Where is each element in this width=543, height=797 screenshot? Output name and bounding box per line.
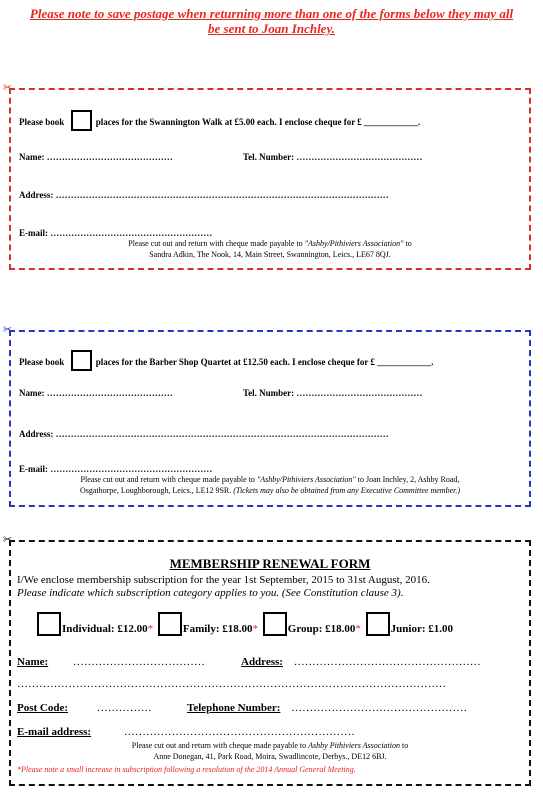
barber-address-field[interactable]: …………………………………………………………………………………………………	[55, 429, 389, 439]
membership-address-field[interactable]: ……………………………………………	[293, 656, 481, 668]
barber-email-field[interactable]: ………………………………………………	[50, 464, 213, 474]
membership-title: MEMBERSHIP RENEWAL FORM	[169, 556, 371, 571]
postcode-field[interactable]: ……………	[96, 702, 152, 714]
membership-return-text: Please cut out and return with cheque made payable to	[131, 741, 307, 750]
barber-return-address: Osgathorpe, Loughborough, Leics., LE12 9SR.	[79, 486, 232, 495]
scissors-icon: ✂	[3, 533, 13, 546]
membership-name-line	[17, 656, 205, 668]
membership-postcode-line	[17, 702, 152, 714]
membership-renewal-form	[3, 533, 531, 786]
walk-return-instructions	[11, 238, 529, 260]
group-label: Group: £18.00	[287, 623, 356, 635]
membership-return-instructions	[11, 740, 529, 762]
membership-return-address: Anne Donegan, 41, Park Road, Moira, Swadlincote, Derbys., DE12 6BJ.	[153, 752, 387, 761]
telephone-label: Telephone Number:	[187, 702, 281, 714]
group-star: *	[355, 623, 361, 635]
subscription-categories	[37, 612, 455, 636]
membership-name-label: Name:	[17, 656, 49, 668]
individual-checkbox[interactable]	[37, 612, 61, 636]
walk-email-line	[19, 228, 212, 238]
membership-email-label: E-mail address:	[17, 726, 92, 738]
category-group	[263, 623, 364, 635]
barber-tel-field[interactable]: ……………………………………	[296, 388, 423, 398]
membership-address-continued[interactable]: ………………………………………………………………………………………………………	[17, 678, 446, 690]
walk-name-line	[19, 152, 173, 162]
barber-tel-line	[243, 388, 422, 398]
swannington-walk-form	[3, 81, 531, 270]
family-star: *	[252, 623, 259, 635]
membership-address-line	[241, 656, 481, 668]
postcode-label: Post Code:	[17, 702, 69, 714]
walk-name-field[interactable]: ……………………………………	[46, 152, 173, 162]
barber-email-line	[19, 464, 212, 474]
barber-tel-label: Tel. Number:	[243, 388, 295, 398]
membership-instruction: Please indicate which subscription category applies to you. (See Constitution clause 3).	[17, 587, 404, 599]
category-family	[158, 623, 261, 635]
barber-payee: "Ashby/Pithiviers Association"	[256, 475, 356, 484]
barber-address-line	[19, 429, 389, 439]
barber-book-prefix: Please book	[19, 357, 65, 367]
barber-tickets-note: (Tickets may also be obtained from any Executive Committee member.)	[233, 486, 461, 495]
barber-booking-line	[19, 350, 434, 371]
postage-notice	[0, 6, 543, 36]
membership-intro: I/We enclose membership subscription for the year 1st September, 2015 to 31st August, 2016.	[17, 574, 430, 586]
postage-notice-line-2: be sent to Joan Inchley.	[208, 21, 335, 36]
walk-book-suffix: places for the Swannington Walk at £5.00 each. I enclose cheque for £ ____________.	[95, 117, 421, 127]
junior-checkbox[interactable]	[366, 612, 390, 636]
individual-star: *	[147, 623, 154, 635]
walk-book-prefix: Please book	[19, 117, 65, 127]
walk-booking-line	[19, 110, 420, 131]
scissors-icon: ✂	[3, 81, 13, 94]
walk-payee: "Ashby/Pithiviers Association"	[304, 239, 404, 248]
walk-tel-label: Tel. Number:	[243, 152, 295, 162]
group-checkbox[interactable]	[263, 612, 287, 636]
family-checkbox[interactable]	[158, 612, 182, 636]
walk-name-label: Name:	[19, 152, 45, 162]
walk-places-box[interactable]	[71, 110, 92, 131]
barber-name-field[interactable]: ……………………………………	[46, 388, 173, 398]
walk-email-field[interactable]: ………………………………………………	[50, 228, 213, 238]
walk-address-line	[19, 190, 389, 200]
membership-payee: Ashby Pithiviers Association	[308, 741, 400, 750]
barber-return-instructions	[11, 474, 529, 496]
walk-tel-field[interactable]: ……………………………………	[296, 152, 423, 162]
barber-address-label: Address:	[19, 429, 54, 439]
barber-shop-form	[3, 323, 531, 507]
walk-email-label: E-mail:	[19, 228, 48, 238]
barber-places-box[interactable]	[71, 350, 92, 371]
barber-book-suffix: places for the Barber Shop Quartet at £12.50 each. I enclose cheque for £ ____________.	[95, 357, 434, 367]
family-label: Family: £18.00	[182, 623, 253, 635]
scissors-icon: ✂	[3, 323, 13, 336]
telephone-field[interactable]: …………………………………………	[291, 702, 468, 714]
individual-label: Individual: £12.00	[62, 623, 148, 635]
walk-return-address: Sandra Adkin, The Nook, 14, Main Street, Swannington, Leics., LE67 8QJ.	[149, 250, 391, 259]
barber-return-to: to Joan Inchley, 2, Ashby Road,	[357, 475, 460, 484]
barber-name-line	[19, 388, 173, 398]
membership-telephone-line	[187, 702, 467, 714]
barber-email-label: E-mail:	[19, 464, 48, 474]
walk-address-field[interactable]: …………………………………………………………………………………………………	[55, 190, 389, 200]
walk-tel-line	[243, 152, 422, 162]
junior-label: Junior: £1.00	[390, 623, 453, 635]
membership-email-field[interactable]: ………………………………………………………	[123, 726, 355, 738]
membership-email-line	[17, 726, 355, 738]
category-individual	[37, 623, 156, 635]
membership-name-field[interactable]: ………………………………	[72, 656, 205, 668]
walk-return-to: to	[405, 239, 412, 248]
membership-return-to: to	[402, 741, 409, 750]
barber-return-text: Please cut out and return with cheque made payable to	[80, 475, 255, 484]
walk-address-label: Address:	[19, 190, 54, 200]
subscription-footnote: *Please note a small increase in subscription following a resolution of the 2014 Annual General Meeting.	[17, 765, 356, 774]
category-junior	[366, 623, 453, 635]
membership-address-label: Address:	[241, 656, 283, 668]
walk-return-text: Please cut out and return with cheque made payable to	[128, 239, 303, 248]
barber-name-label: Name:	[19, 388, 45, 398]
postage-notice-line-1: Please note to save postage when returning more than one of the forms below they may all	[29, 6, 514, 21]
